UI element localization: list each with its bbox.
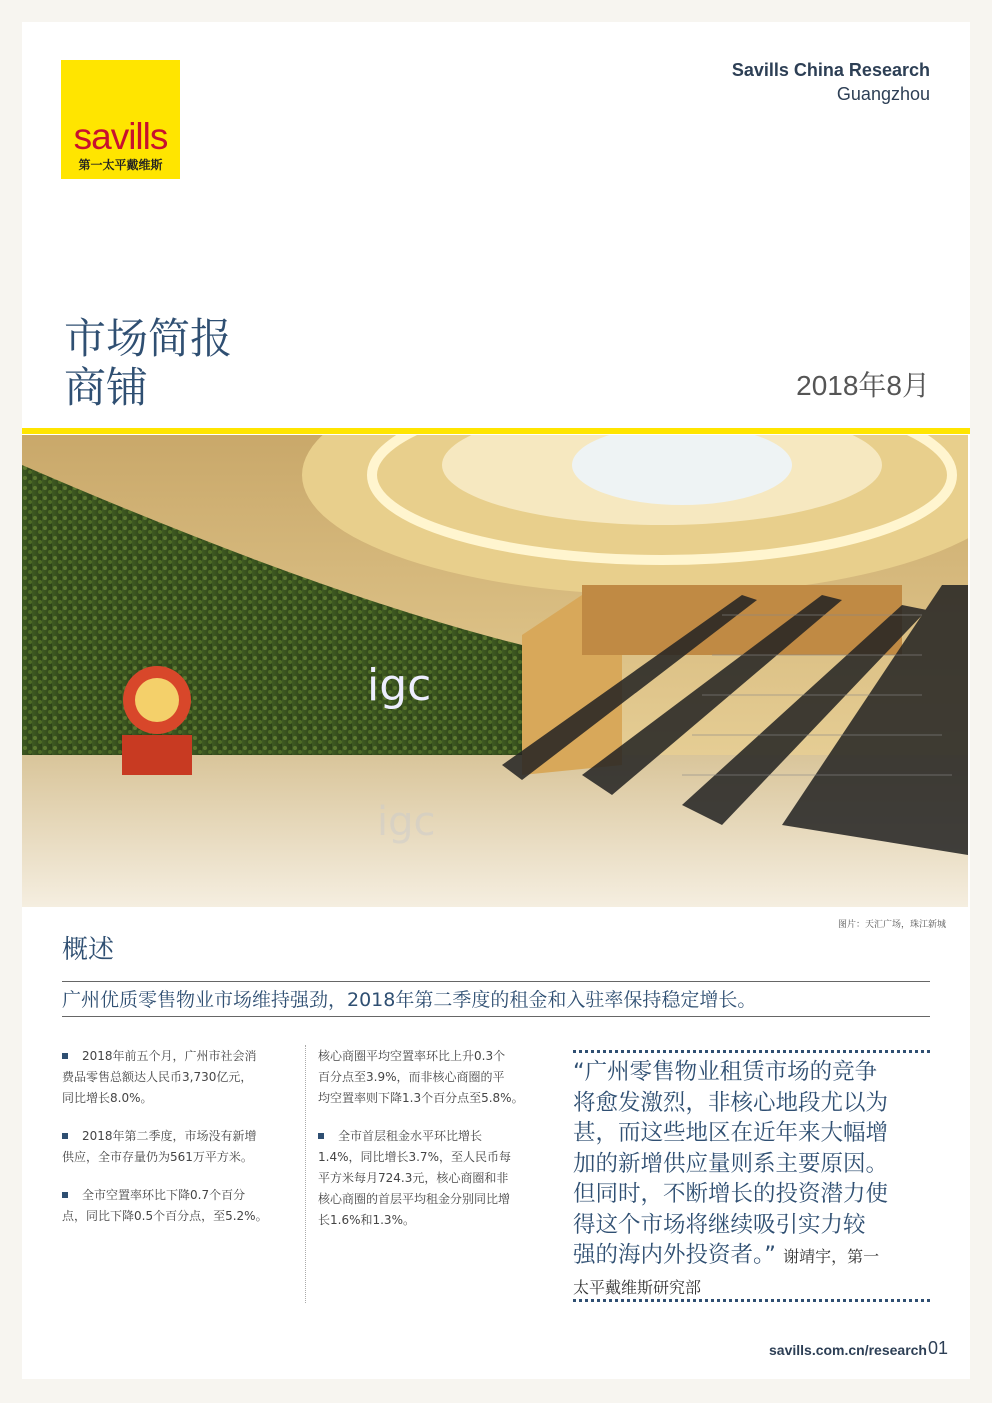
savills-logo xyxy=(61,60,180,179)
bullet-icon xyxy=(318,1133,324,1139)
footer-url[interactable]: savills.com.cn/research xyxy=(769,1342,927,1358)
bullet-item: 全市空置率环比下降0.7个百分 点，同比下降0.5个百分点，至5.2%。 xyxy=(62,1188,268,1223)
bullet-item: 核心商圈平均空置率环比上升0.3个 百分点至3.9%，而非核心商圈的平 均空置率则下降1.3个百分点至5.8%。 xyxy=(318,1049,524,1105)
page-number: 01 xyxy=(927,1338,948,1358)
research-title: Savills China Research xyxy=(731,60,930,80)
logo-chinese-name: 第一太平戴维斯 xyxy=(78,158,163,172)
bullet-item: 2018年前五个月，广州市社会消 费品零售总额达人民币3,730亿元， 同比增长8.0%。 xyxy=(62,1049,257,1105)
quote-attribution: 谢靖宇，第一 xyxy=(783,1247,880,1266)
report-title: 市场简报 xyxy=(64,314,233,363)
column-divider xyxy=(305,1045,306,1303)
bullet-icon xyxy=(62,1053,68,1059)
column-left xyxy=(62,1046,302,1244)
quote-top-rule xyxy=(573,1050,930,1053)
top-rule xyxy=(62,981,930,982)
pull-quote: “广州零售物业租赁市场的竞争 将愈发激烈，非核心地段尤以为 甚，而这些地区在近年来大幅增 加的新增供应量则系主要原因。 但同时，不断增长的投资潜力使 得这个市场将继续吸引实力较 强的海内外投资者。” 谢靖宇，第一 太平戴维斯研究部 xyxy=(573,1057,943,1303)
yellow-divider xyxy=(22,428,970,434)
report-subtitle: 商铺 xyxy=(64,363,149,412)
report-date: 2018年8月 xyxy=(796,370,930,401)
bullet-icon xyxy=(62,1192,68,1198)
bullet-item: 2018年第二季度，市场没有新增 供应，全市存量仍为561万平方米。 xyxy=(62,1129,257,1164)
overview-heading: 概述 xyxy=(62,935,115,965)
column-middle xyxy=(318,1046,568,1248)
photo-caption: 图片：天汇广场，珠江新城 xyxy=(837,919,946,929)
svg-text:igc: igc xyxy=(377,799,436,845)
quote-attribution-cont: 太平戴维斯研究部 xyxy=(573,1277,702,1297)
overview-lead: 广州优质零售物业市场维持强劲，2018年第二季度的租金和入驻率保持稳定增长。 xyxy=(62,989,757,1011)
bullet-item: 全市首层租金水平环比增长 1.4%，同比增长3.7%，至人民币每 平方米每月724.3元，核心商圈和非 核心商圈的首层平均租金分别同比增 长1.6%和1.3%。 xyxy=(318,1129,511,1227)
bottom-rule xyxy=(62,1016,930,1017)
svg-text:igc: igc xyxy=(367,660,432,711)
research-city: Guangzhou xyxy=(836,84,930,104)
bullet-icon xyxy=(62,1133,68,1139)
quote-bottom-rule xyxy=(573,1299,930,1302)
logo-wordmark: savills xyxy=(73,116,168,157)
mall-photo xyxy=(22,435,968,907)
